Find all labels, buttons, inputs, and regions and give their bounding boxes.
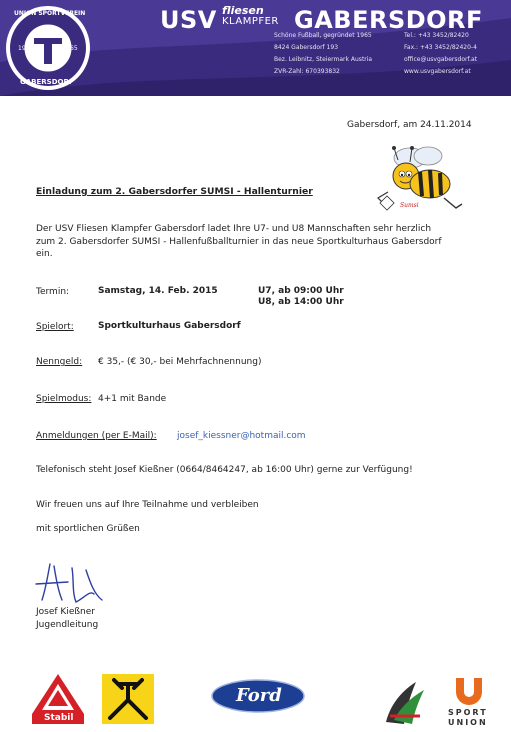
sumsi-mascot-image (372, 142, 472, 216)
nenngeld-value: € 35,- (€ 30,- bei Mehrfachnennung) (98, 357, 262, 367)
nenngeld-label: Nenngeld: (36, 357, 83, 367)
sport-union-line-2: UNION (448, 718, 488, 727)
header-banner (0, 0, 511, 96)
stabil-logo (30, 670, 86, 726)
address-line: Schöne Fußball, gegründet 1965 (274, 32, 372, 39)
termin-date: Samstag, 14. Feb. 2015 (98, 286, 218, 296)
signer-role: Jugendleitung (36, 620, 99, 630)
logo-ring-bottom: GABERSDORF (20, 78, 74, 86)
address-line: www.usvgabersdorf.at (404, 68, 471, 75)
sport-union-logo (444, 674, 494, 728)
sponsor-klampfer: KLAMPFER (222, 16, 279, 27)
signer-name: Josef Kießner (36, 607, 95, 617)
closing-line-2: mit sportlichen Grüßen (36, 524, 140, 534)
address-line: Bez. Leibnitz, Steiermark Austria (274, 56, 373, 63)
date-line: Gabersdorf, am 24.11.2014 (347, 120, 472, 130)
telefon-line: Telefonisch steht Josef Kießner (0664/8464247, ab 16:00 Uhr) gerne zur Verfügung! (36, 465, 413, 475)
spielmodus-value: 4+1 mit Bande (98, 394, 167, 404)
mascot-caption: Sumsi (400, 202, 419, 209)
address-line: 8424 Gabersdorf 193 (274, 44, 339, 51)
address-line: office@usvgabersdorf.at (404, 56, 478, 63)
address-line: Tel.: +43 3452/82420 (404, 32, 469, 39)
logo-year-a: 19 (18, 45, 26, 52)
stiegl-emblem (380, 676, 430, 728)
sport-union-line-1: SPORT (448, 708, 488, 717)
spielort-label: Spielort: (36, 322, 74, 332)
closing-line-1: Wir freuen uns auf Ihre Teilnahme und verbleiben (36, 500, 259, 510)
anmeldung-label: Anmeldungen (per E-Mail): (36, 431, 157, 441)
intro-line: zum 2. Gabersdorfer SUMSI - Hallenfußballturnier in das neue Sportkulturhaus Gabersdorf (36, 236, 442, 247)
termin-u7: U7, ab 09:00 Uhr (258, 286, 344, 296)
raiffeisen-logo (102, 674, 154, 724)
address-block-right (404, 30, 477, 78)
termin-u8: U8, ab 14:00 Uhr (258, 297, 344, 307)
anmeldung-email-link[interactable]: josef_kiessner@hotmail.com (177, 431, 306, 441)
termin-label: Termin: (36, 287, 70, 297)
stabil-label: Stabil (44, 713, 74, 723)
logo-year-b: 65 (70, 45, 78, 52)
address-block-left (274, 30, 372, 78)
letter-subject: Einladung zum 2. Gabersdorfer SUMSI - Hallenturnier (36, 186, 313, 197)
spielort-value: Sportkulturhaus Gabersdorf (98, 321, 241, 331)
address-line: Fax.: +43 3452/82420-4 (404, 44, 477, 51)
club-title-town: GABERSDORF (294, 6, 483, 34)
intro-paragraph (36, 223, 476, 261)
logo-ring-top: UNION SPORTVEREIN (14, 10, 86, 17)
intro-line: ein. (36, 249, 53, 259)
intro-line: Der USV Fliesen Klampfer Gabersdorf ladet Ihre U7- und U8 Mannschaften sehr herzlich (36, 224, 432, 234)
handwritten-signature (28, 560, 128, 606)
club-title-usv: USV (160, 6, 217, 34)
address-line: ZVR-Zahl: 670393832 (274, 68, 340, 75)
ford-label: Ford (236, 685, 282, 706)
spielmodus-label: Spielmodus: (36, 394, 92, 404)
ford-logo (210, 678, 306, 714)
sponsor-fliesen: fliesen (222, 4, 264, 17)
